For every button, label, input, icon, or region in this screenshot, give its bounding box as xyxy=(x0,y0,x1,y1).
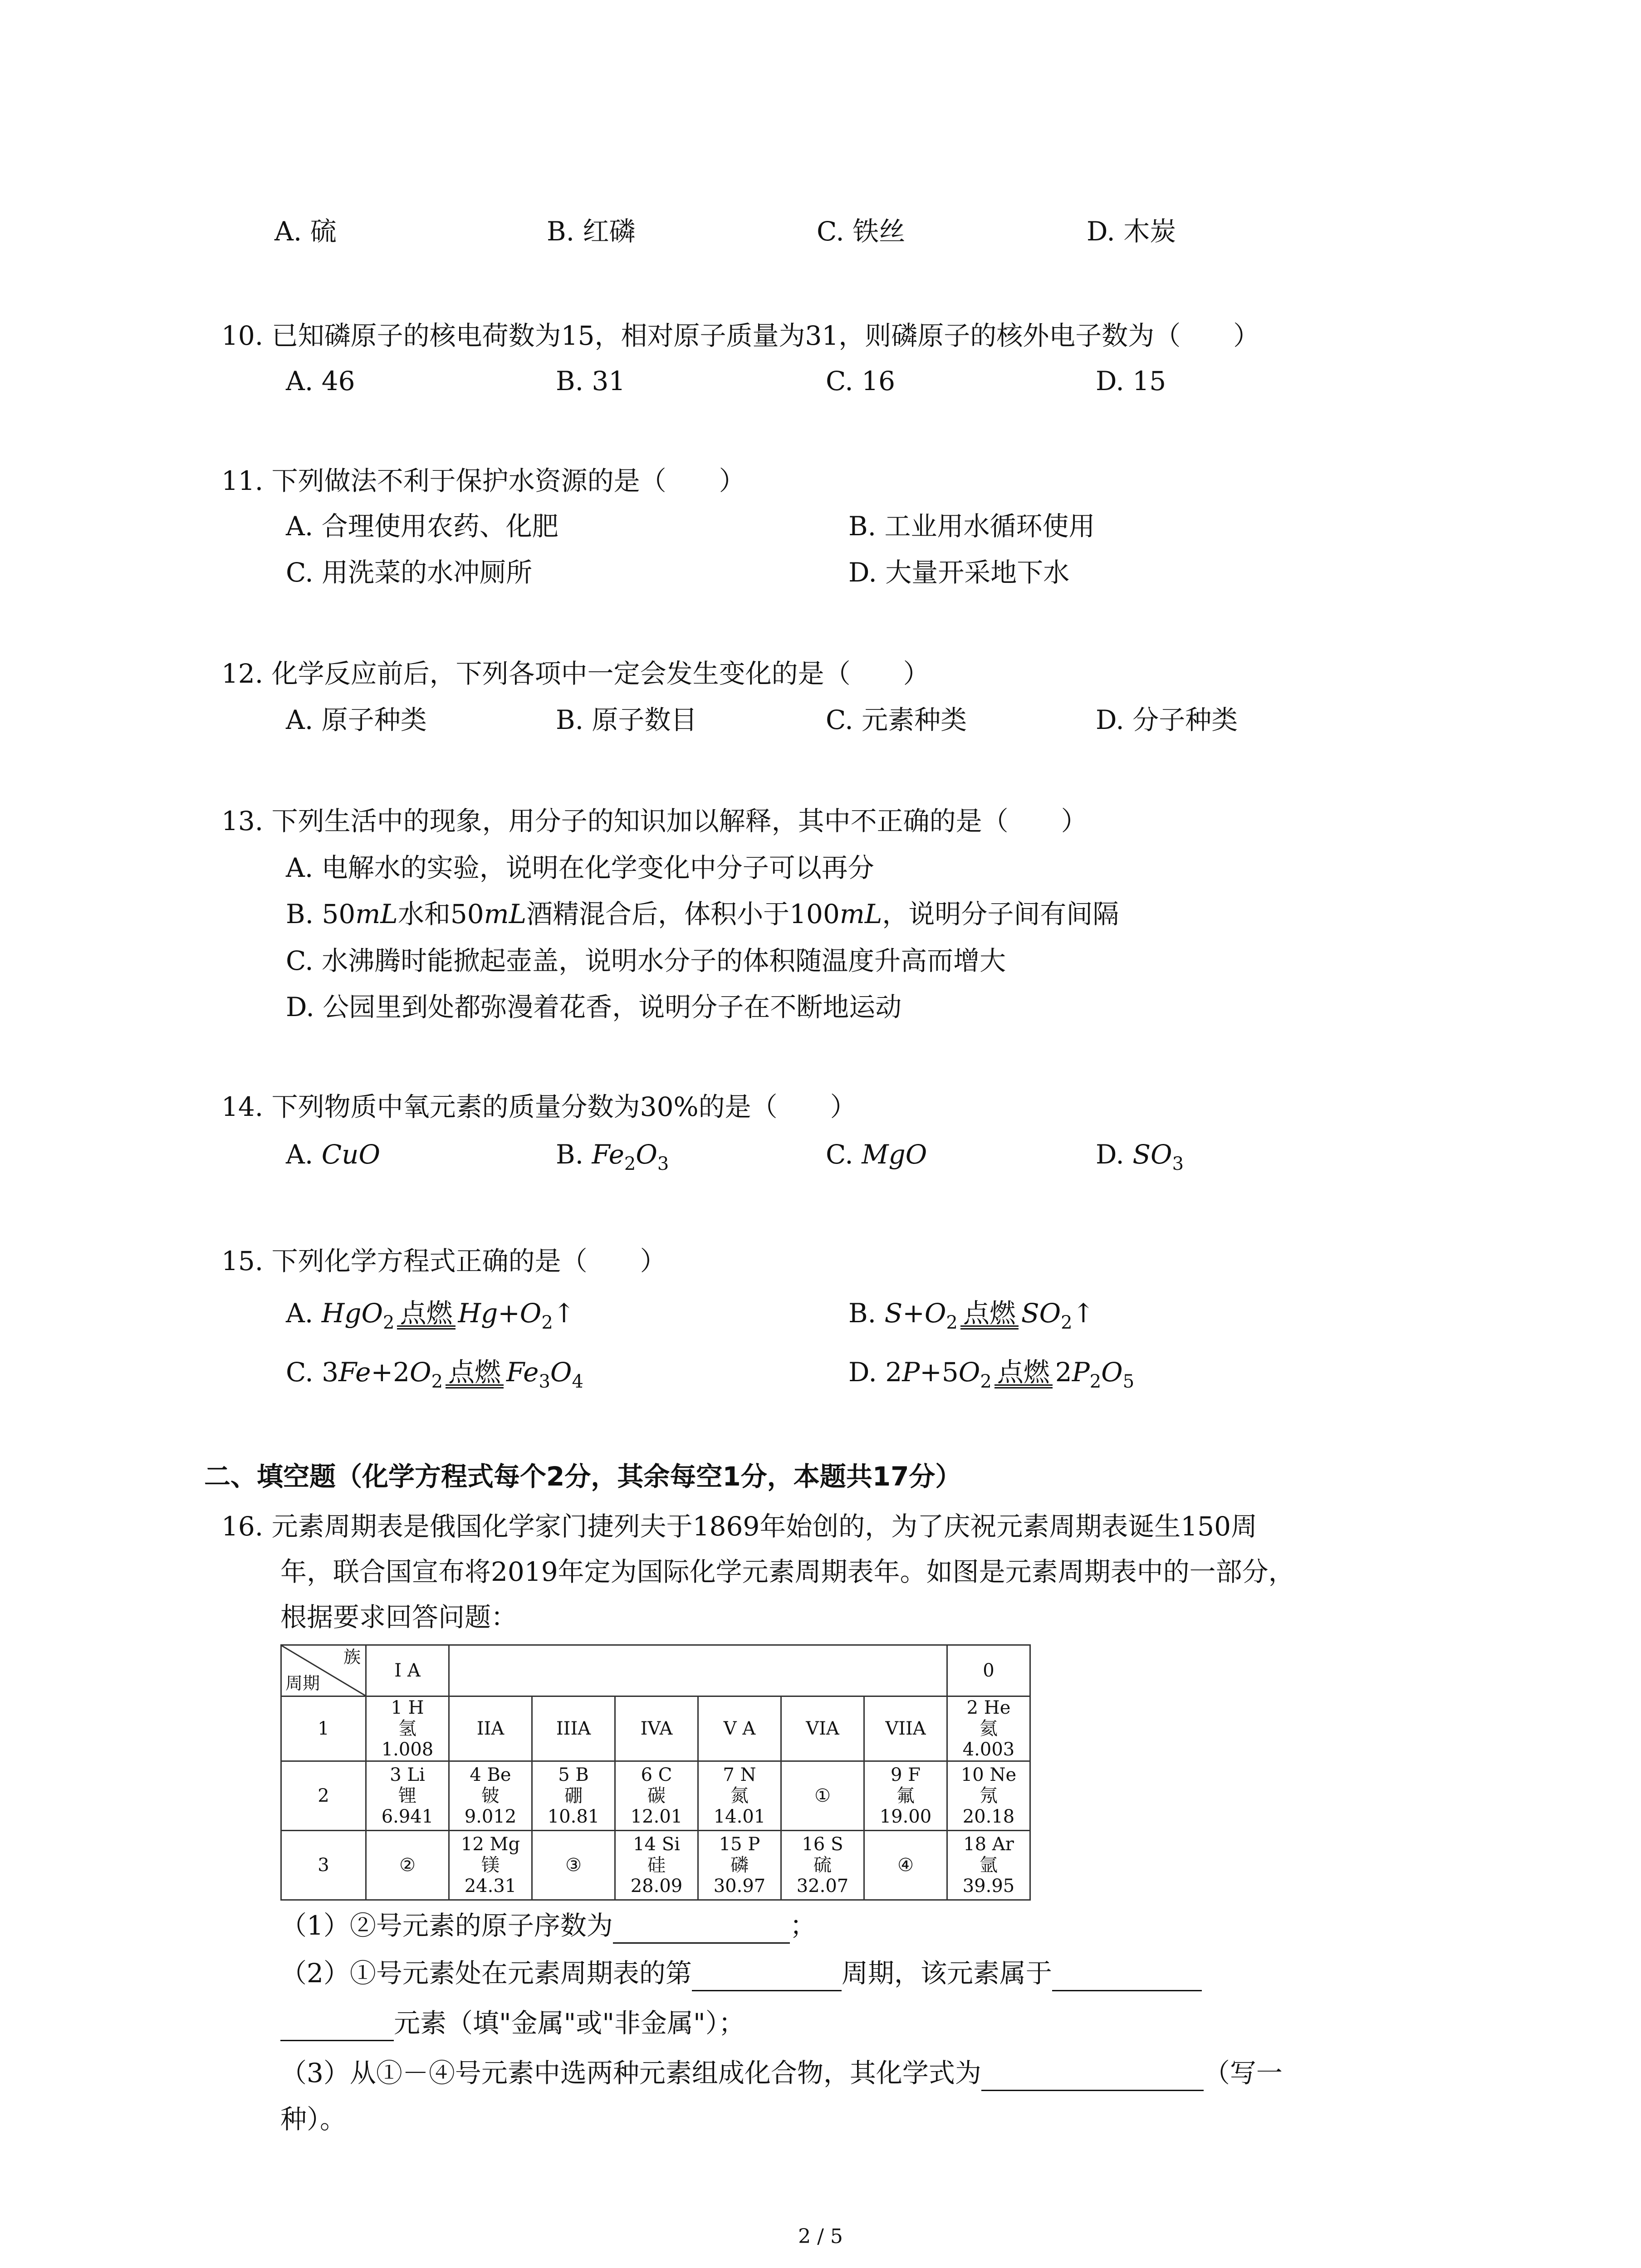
answer-blank[interactable] xyxy=(692,1963,842,1991)
element-cell-s: 16 S 硫 32.07 xyxy=(781,1831,864,1900)
q11-option-a: A. 合理使用农药、化肥 xyxy=(286,511,558,542)
group-label: VIIA xyxy=(864,1696,947,1761)
q11-option-d: D. 大量开采地下水 xyxy=(848,557,1070,588)
q12-stem: 12. 化学反应前后，下列各项中一定会发生变化的是（ ） xyxy=(221,658,930,689)
answer-blank[interactable] xyxy=(613,1915,790,1944)
answer-blank[interactable] xyxy=(1052,1963,1202,1991)
q14-stem: 14. 下列物质中氧元素的质量分数为30%的是（ ） xyxy=(221,1091,857,1122)
q14-option-c: C. MgO xyxy=(826,1139,927,1170)
element-cell-ar: 18 Ar 氩 39.95 xyxy=(947,1831,1030,1900)
period-header-label: 周期 xyxy=(285,1673,320,1693)
q12-option-b: B. 原子数目 xyxy=(556,704,697,735)
element-marker-1: ① xyxy=(781,1761,864,1831)
group-ia-header: I A xyxy=(366,1645,449,1696)
group-label: IVA xyxy=(615,1696,698,1761)
q15-option-d: D. $2P+5O_2$ 点燃 $2P_2O_5$ xyxy=(848,1357,1135,1392)
answer-blank[interactable] xyxy=(280,2013,394,2041)
element-cell-c: 6 C 碳 12.01 xyxy=(615,1761,698,1831)
q11-stem: 11. 下列做法不利于保护水资源的是（ ） xyxy=(221,465,745,496)
q15-option-a: A. HgO$_2$ 点燃 $Hg+O_2↑$ xyxy=(286,1298,575,1333)
table-blank-header xyxy=(449,1645,947,1696)
q11-option-c: C. 用洗菜的水冲厕所 xyxy=(286,557,533,588)
element-cell-p: 15 P 磷 30.97 xyxy=(698,1831,781,1900)
element-cell-h: 1 H 氢 1.008 xyxy=(366,1696,449,1761)
gas-arrow-icon: ↑ xyxy=(1072,1298,1095,1329)
gas-arrow-icon: ↑ xyxy=(553,1298,575,1329)
section-title: 二、填空题（化学方程式每个2分，其余每空1分，本题共17分） xyxy=(204,1461,962,1492)
period-label: 2 xyxy=(281,1761,366,1831)
q16-sub2: （2）①号元素处在元素周期表的第 周期，该元素属于 xyxy=(280,1955,1202,1991)
q16-sub3: （3）从①－④号元素中选两种元素组成化合物，其化学式为 （写一 xyxy=(280,2055,1283,2091)
element-marker-2: ② xyxy=(366,1831,449,1900)
q13-option-a: A. 电解水的实验，说明在化学变化中分子可以再分 xyxy=(286,852,874,883)
q12-option-c: C. 元素种类 xyxy=(826,704,967,735)
q12-option-d: D. 分子种类 xyxy=(1096,704,1238,735)
element-marker-3: ③ xyxy=(532,1831,615,1900)
group-label: IIA xyxy=(449,1696,532,1761)
reaction-condition: 点燃 xyxy=(446,1360,504,1388)
reaction-condition: 点燃 xyxy=(960,1301,1019,1330)
table-corner-header xyxy=(281,1645,366,1696)
q13-option-c: C. 水沸腾时能掀起壶盖，说明水分子的体积随温度升高而增大 xyxy=(286,945,1006,976)
element-cell-be: 4 Be 铍 9.012 xyxy=(449,1761,532,1831)
q16-text-line2: 年，联合国宣布将2019年定为国际化学元素周期表年。如图是元素周期表中的一部分， xyxy=(280,1556,1295,1587)
q13-option-d: D. 公园里到处都弥漫着花香，说明分子在不断地运动 xyxy=(286,992,902,1022)
q11-option-b: B. 工业用水循环使用 xyxy=(848,511,1095,542)
period-label: 3 xyxy=(281,1831,366,1900)
q16-sub3-line2: 种）。 xyxy=(280,2104,347,2135)
q16-sub2-line2: 元素（填"金属"或"非金属"）； xyxy=(280,2005,745,2041)
periodic-table xyxy=(280,1644,1031,1901)
element-cell-mg: 12 Mg 镁 24.31 xyxy=(449,1831,532,1900)
q9-option-c: C. 铁丝 xyxy=(817,216,906,247)
q15-option-b: B. $S+O_2$ 点燃 $SO_2↑$ xyxy=(848,1298,1095,1333)
element-cell-b: 5 B 硼 10.81 xyxy=(532,1761,615,1831)
q10-stem: 10. 已知磷原子的核电荷数为15，相对原子质量为31，则磷原子的核外电子数为（ ） xyxy=(221,320,1260,351)
reaction-condition: 点燃 xyxy=(994,1360,1053,1388)
element-marker-4: ④ xyxy=(864,1831,947,1900)
q15-option-c: C. $3Fe+2O_2$ 点燃 $Fe_3O_4$ xyxy=(286,1357,583,1392)
q10-option-a: A. 46 xyxy=(286,366,355,396)
group-label: VIA xyxy=(781,1696,864,1761)
element-cell-n: 7 N 氮 14.01 xyxy=(698,1761,781,1831)
element-cell-si: 14 Si 硅 28.09 xyxy=(615,1831,698,1900)
q12-option-a: A. 原子种类 xyxy=(286,704,427,735)
q14-option-a: A. CuO xyxy=(286,1139,381,1170)
period-label: 1 xyxy=(281,1696,366,1761)
q9-option-d: D. 木炭 xyxy=(1087,216,1176,247)
group-header-label: 族 xyxy=(343,1647,361,1667)
q16-sub1: （1）②号元素的原子序数为 ； xyxy=(280,1907,816,1944)
q15-stem: 15. 下列化学方程式正确的是（ ） xyxy=(221,1246,666,1276)
element-cell-ne: 10 Ne 氖 20.18 xyxy=(947,1761,1030,1831)
q14-option-d: D. $SO_3$ xyxy=(1096,1139,1184,1174)
q9-option-b: B. 红磷 xyxy=(547,216,636,247)
q9-option-a: A. 硫 xyxy=(274,216,337,247)
reaction-condition: 点燃 xyxy=(397,1301,455,1330)
q14-option-b: B. $Fe_2O_3$ xyxy=(556,1139,669,1174)
element-cell-he: 2 He 氦 4.003 xyxy=(947,1696,1030,1761)
group-label: V A xyxy=(698,1696,781,1761)
q16-text-line3: 根据要求回答问题： xyxy=(280,1602,518,1633)
q13-option-b: B. 50mL水和50mL酒精混合后，体积小于100mL，说明分子间有间隔 xyxy=(286,899,1119,929)
page-number: 2 / 5 xyxy=(798,2225,843,2248)
q10-option-d: D. 15 xyxy=(1096,366,1166,396)
q16-text-line1: 16. 元素周期表是俄国化学家门捷列夫于1869年始创的，为了庆祝元素周期表诞生150周 xyxy=(221,1511,1257,1542)
group-0-header: 0 xyxy=(947,1645,1030,1696)
element-cell-li: 3 Li 锂 6.941 xyxy=(366,1761,449,1831)
q10-option-b: B. 31 xyxy=(556,366,626,396)
element-cell-f: 9 F 氟 19.00 xyxy=(864,1761,947,1831)
group-label: IIIA xyxy=(532,1696,615,1761)
q10-option-c: C. 16 xyxy=(826,366,895,396)
answer-blank[interactable] xyxy=(981,2063,1204,2091)
q13-stem: 13. 下列生活中的现象，用分子的知识加以解释，其中不正确的是（ ） xyxy=(221,806,1087,836)
